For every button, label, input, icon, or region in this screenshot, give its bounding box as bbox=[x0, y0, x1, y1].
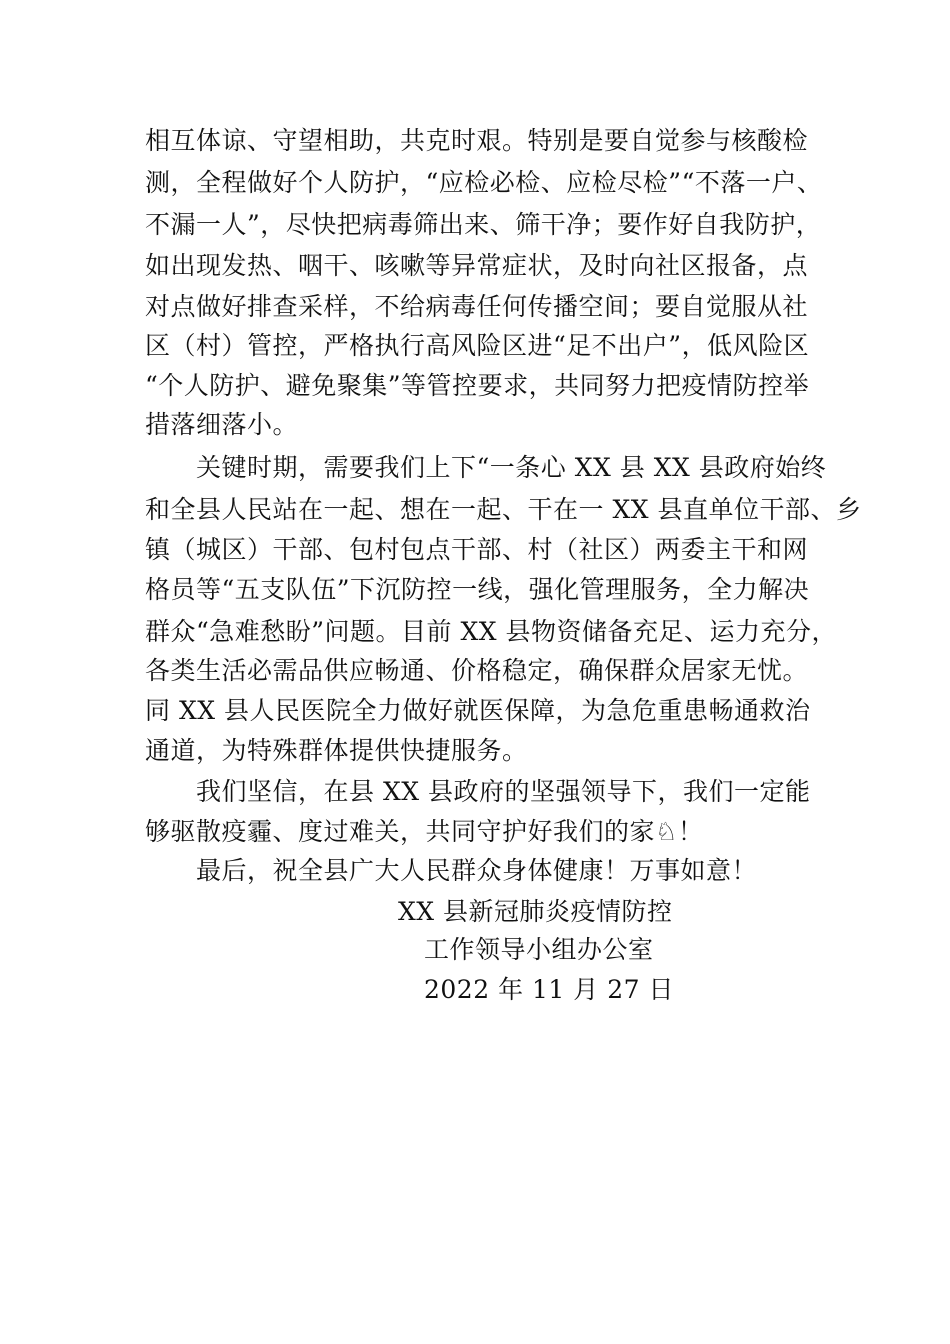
signature-organization-line2: 工作领导小组办公室 bbox=[424, 935, 654, 964]
signature-date: 2022 年 11 月 27 日 bbox=[424, 975, 674, 1004]
paragraph-line: 最后，祝全县广大人民群众身体健康！万事如意！ bbox=[196, 856, 758, 885]
paragraph-line: 同 XX 县人民医院全力做好就医保障，为急危重患畅通救治 bbox=[145, 696, 811, 725]
paragraph-line: “个人防护、避免聚集”等管控要求，共同努力把疫情防控举 bbox=[145, 371, 810, 400]
paragraph-line: 我们坚信，在县 XX 县政府的坚强领导下，我们一定能 bbox=[196, 777, 811, 806]
paragraph-line: 格员等“五支队伍”下沉防控一线，强化管理服务，全力解决 bbox=[145, 575, 810, 604]
paragraph-line: 关键时期，需要我们上下“一条心 XX 县 XX 县政府始终 bbox=[196, 453, 827, 482]
paragraph-line: 测，全程做好个人防护，“应检必检、应检尽检”“不落一户、 bbox=[145, 168, 823, 197]
paragraph-line: 相互体谅、守望相助，共克时艰。特别是要自觉参与核酸检 bbox=[145, 126, 809, 155]
signature-organization-line1: XX 县新冠肺炎疫情防控 bbox=[398, 897, 673, 926]
paragraph-line: 不漏一人”，尽快把病毒筛出来、筛干净；要作好自我防护， bbox=[145, 210, 822, 239]
paragraph-line: 如出现发热、咽干、咳嗽等异常症状，及时向社区报备，点 bbox=[145, 251, 809, 280]
paragraph-line: 通道，为特殊群体提供快捷服务。 bbox=[145, 736, 528, 765]
paragraph-line: 镇（城区）干部、包村包点干部、村（社区）两委主干和网 bbox=[145, 535, 809, 564]
paragraph-line: 对点做好排查采样，不给病毒任何传播空间；要自觉服从社 bbox=[145, 292, 809, 321]
paragraph-line: 各类生活必需品供应畅通、价格稳定，确保群众居家无忧。 bbox=[145, 656, 809, 685]
paragraph-line: 措落细落小。 bbox=[145, 410, 299, 439]
paragraph-line: 群众“急难愁盼”问题。目前 XX 县物资储备充足、运力充分， bbox=[145, 617, 838, 646]
paragraph-line: 区（村）管控，严格执行高风险区进“足不出户”，低风险区 bbox=[145, 331, 810, 360]
paragraph-line: 够驱散疫霾、度过难关，共同守护好我们的家♘！ bbox=[145, 817, 704, 846]
paragraph-line: 和全县人民站在一起、想在一起、干在一 XX 县直单位干部、乡 bbox=[145, 495, 862, 524]
